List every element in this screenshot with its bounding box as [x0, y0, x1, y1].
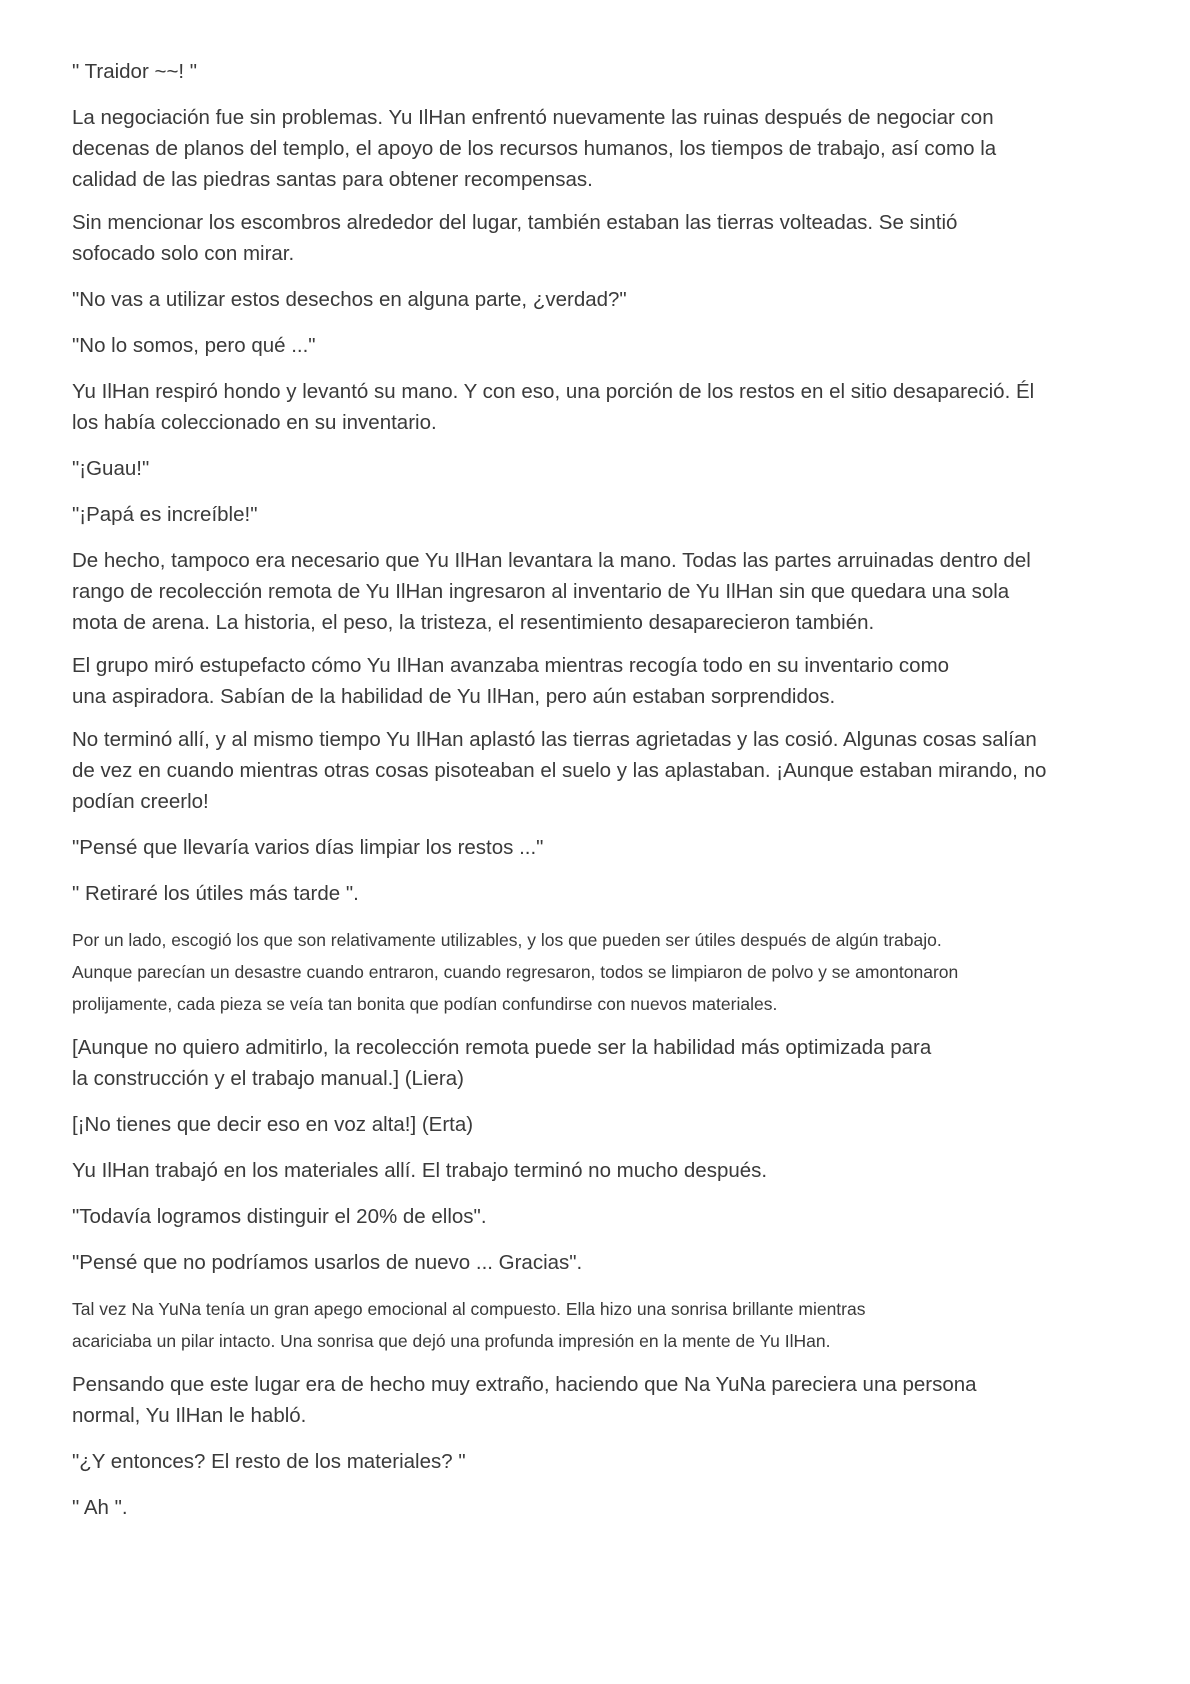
paragraph: "No lo somos, pero qué ..." [72, 334, 316, 357]
paragraph: "Pensé que no podríamos usarlos de nuevo ... Gracias". [72, 1251, 583, 1274]
paragraph: " Ah ". [72, 1496, 128, 1519]
paragraph: [¡No tienes que decir eso en voz alta!] (Erta) [72, 1113, 474, 1136]
paragraph: " Retiraré los útiles más tarde ". [72, 882, 359, 905]
paragraph: De hecho, tampoco era necesario que Yu IlHan levantara la mano. Todas las partes arruinadas dentro del rango de recolección remota de Yu IlHan ingresaron al inventario de Yu IlHan sin que quedara una sola mota de arena. La historia, el peso, la tristeza, el resentimiento desaparecieron también. [72, 549, 1031, 634]
paragraph: [Aunque no quiero admitirlo, la recolección remota puede ser la habilidad más optimizada para la construcción y el trabajo manual.] (Liera) [72, 1036, 932, 1090]
paragraph: " Traidor ~~! " [72, 60, 198, 83]
paragraph: Sin mencionar los escombros alrededor del lugar, también estaban las tierras volteadas. Se sintió sofocado solo con mirar. [72, 211, 958, 265]
paragraph: "No vas a utilizar estos desechos en alguna parte, ¿verdad?" [72, 288, 627, 311]
paragraph: Tal vez Na YuNa tenía un gran apego emocional al compuesto. Ella hizo una sonrisa brillante mientras acariciaba un pilar intacto. Una sonrisa que dejó una profunda impresión en la mente de Yu IlHan. [72, 1299, 866, 1351]
paragraph: El grupo miró estupefacto cómo Yu IlHan avanzaba mientras recogía todo en su inventario como una aspiradora. Sabían de la habilidad de Yu IlHan, pero aún estaban sorprendidos. [72, 654, 950, 708]
paragraph: No terminó allí, y al mismo tiempo Yu IlHan aplastó las tierras agrietadas y las cosió. Algunas cosas salían de vez en cuando mientras otras cosas pisoteaban el suelo y las aplastaban. ¡Aunque estaban mirando, no podían creerlo! [72, 728, 1047, 813]
paragraph: Yu IlHan trabajó en los materiales allí. El trabajo terminó no mucho después. [72, 1159, 768, 1182]
paragraph: "Pensé que llevaría varios días limpiar los restos ..." [72, 836, 544, 859]
paragraph: Pensando que este lugar era de hecho muy extraño, haciendo que Na YuNa pareciera una persona normal, Yu IlHan le habló. [72, 1373, 977, 1427]
paragraph: La negociación fue sin problemas. Yu IlHan enfrentó nuevamente las ruinas después de negociar con decenas de planos del templo, el apoyo de los recursos humanos, los tiempos de trabajo, así como la calidad de las piedras santas para obtener recompensas. [72, 106, 997, 191]
paragraph: "¿Y entonces? El resto de los materiales? " [72, 1450, 466, 1473]
document-page [72, 56, 1132, 1523]
paragraph: "¡Guau!" [72, 457, 150, 480]
paragraph: "¡Papá es increíble!" [72, 503, 258, 526]
paragraph: Por un lado, escogió los que son relativamente utilizables, y los que pueden ser útiles después de algún trabajo. Aunque parecían un desastre cuando entraron, cuando regresaron, todos se limpiaron de polvo y se amontonaron prolijamente, cada pieza se veía tan bonita que podían confundirse con nuevos materiales. [72, 930, 959, 1014]
paragraph: Yu IlHan respiró hondo y levantó su mano. Y con eso, una porción de los restos en el sitio desapareció. Él los había coleccionado en su inventario. [72, 380, 1035, 434]
paragraph: "Todavía logramos distinguir el 20% de ellos". [72, 1205, 487, 1228]
